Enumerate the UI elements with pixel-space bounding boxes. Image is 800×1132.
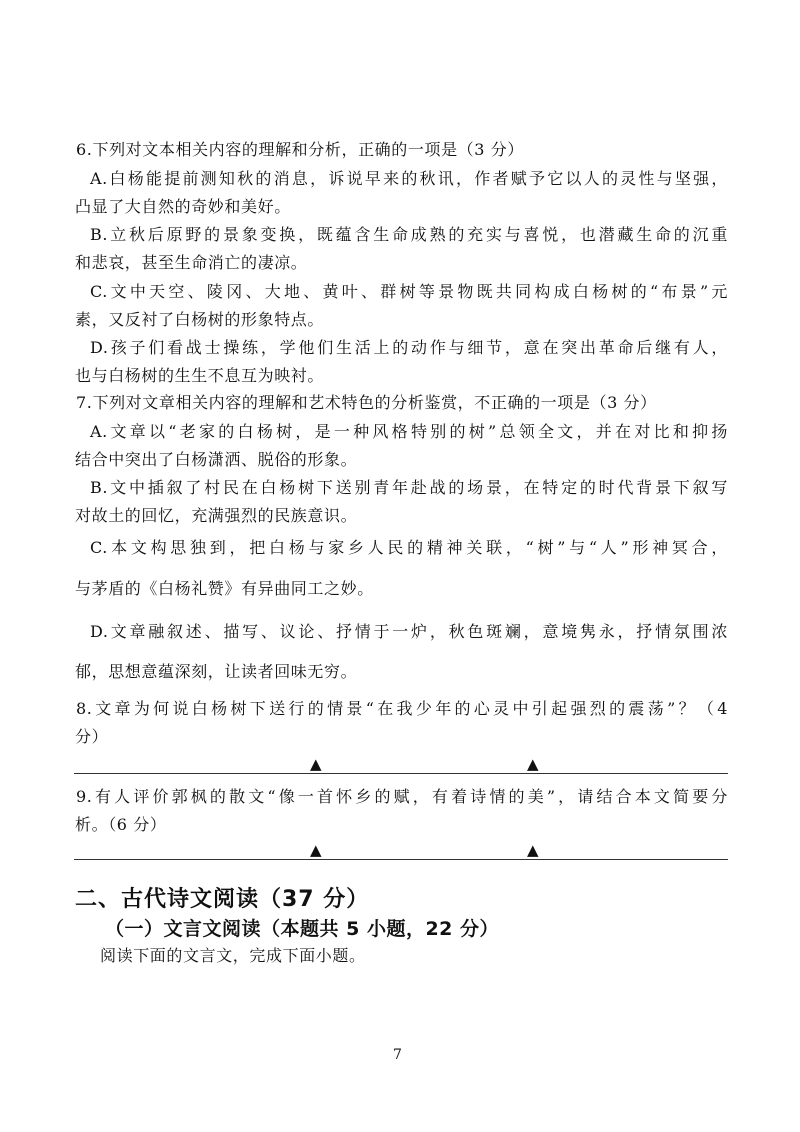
section-heading: 二、古代诗文阅读（37 分） <box>75 887 370 912</box>
q9-stem-line2: 析。（6 分） <box>75 815 167 834</box>
q7-option-c-line1: C.本文构思独到，把白杨与家乡人民的精神关联，“树”与“人”形神冥合， <box>90 538 728 557</box>
q6-option-a-line2: 凸显了大自然的奇妙和美好。 <box>75 197 291 216</box>
reading-instruction: 阅读下面的文言文，完成下面小题。 <box>100 946 366 965</box>
q9-answer-marker-left: ▲ <box>310 841 322 859</box>
q6-option-b-line1: B.立秋后原野的景象变换，既蕴含生命成熟的充实与喜悦，也潜藏生命的沉重 <box>90 225 728 244</box>
q7-option-d-line1: D.文章融叙述、描写、议论、抒情于一炉，秋色斑斓，意境隽永，抒情氛围浓 <box>90 622 728 641</box>
q8-answer-marker-left: ▲ <box>310 755 322 773</box>
q8-answer-line <box>74 773 728 774</box>
q7-option-c-line2: 与茅盾的《白杨礼赞》有异曲同工之妙。 <box>75 579 374 598</box>
q6-option-a-line1: A.白杨能提前测知秋的消息，诉说早来的秋讯，作者赋予它以人的灵性与坚强， <box>90 169 728 188</box>
q6-stem: 6.下列对文本相关内容的理解和分析，正确的一项是（3 分） <box>76 140 524 159</box>
q7-option-b-line2: 对故土的回忆，充满强烈的民族意识。 <box>75 506 358 525</box>
q9-answer-line <box>74 859 728 860</box>
q7-option-a-line2: 结合中突出了白杨潇洒、脱俗的形象。 <box>75 450 358 469</box>
q8-stem-line1: 8.文章为何说白杨树下送行的情景“在我少年的心灵中引起强烈的震荡”？（4 <box>76 699 728 718</box>
q7-option-b-line1: B.文中插叙了村民在白杨树下送别青年赴战的场景，在特定的时代背景下叙写 <box>90 478 728 497</box>
q6-option-d-line1: D.孩子们看战士操练，学他们生活上的动作与细节，意在突出革命后继有人， <box>90 338 728 357</box>
page-number: 7 <box>393 1047 402 1063</box>
q9-answer-marker-right: ▲ <box>527 841 539 859</box>
q7-stem: 7.下列对文章相关内容的理解和艺术特色的分析鉴赏，不正确的一项是（3 分） <box>76 393 657 412</box>
q6-option-c-line2: 素，又反衬了白杨树的形象特点。 <box>75 310 325 329</box>
q8-stem-line2: 分） <box>75 727 109 746</box>
q6-option-d-line2: 也与白杨树的生生不息互为映衬。 <box>75 366 325 385</box>
q9-stem-line1: 9.有人评价郭枫的散文“像一首怀乡的赋，有着诗情的美”，请结合本文简要分 <box>76 787 728 806</box>
q7-option-d-line2: 郁，思想意蕴深刻，让读者回味无穷。 <box>75 662 358 681</box>
q7-option-a-line1: A.文章以“老家的白杨树，是一种风格特别的树”总领全文，并在对比和抑扬 <box>90 422 728 441</box>
q6-option-c-line1: C.文中天空、陵冈、大地、黄叶、群树等景物既共同构成白杨树的“布景”元 <box>90 282 728 301</box>
q8-answer-marker-right: ▲ <box>527 755 539 773</box>
subsection-heading: （一）文言文阅读（本题共 5 小题，22 分） <box>105 918 500 940</box>
q6-option-b-line2: 和悲哀，甚至生命消亡的凄凉。 <box>75 253 308 272</box>
